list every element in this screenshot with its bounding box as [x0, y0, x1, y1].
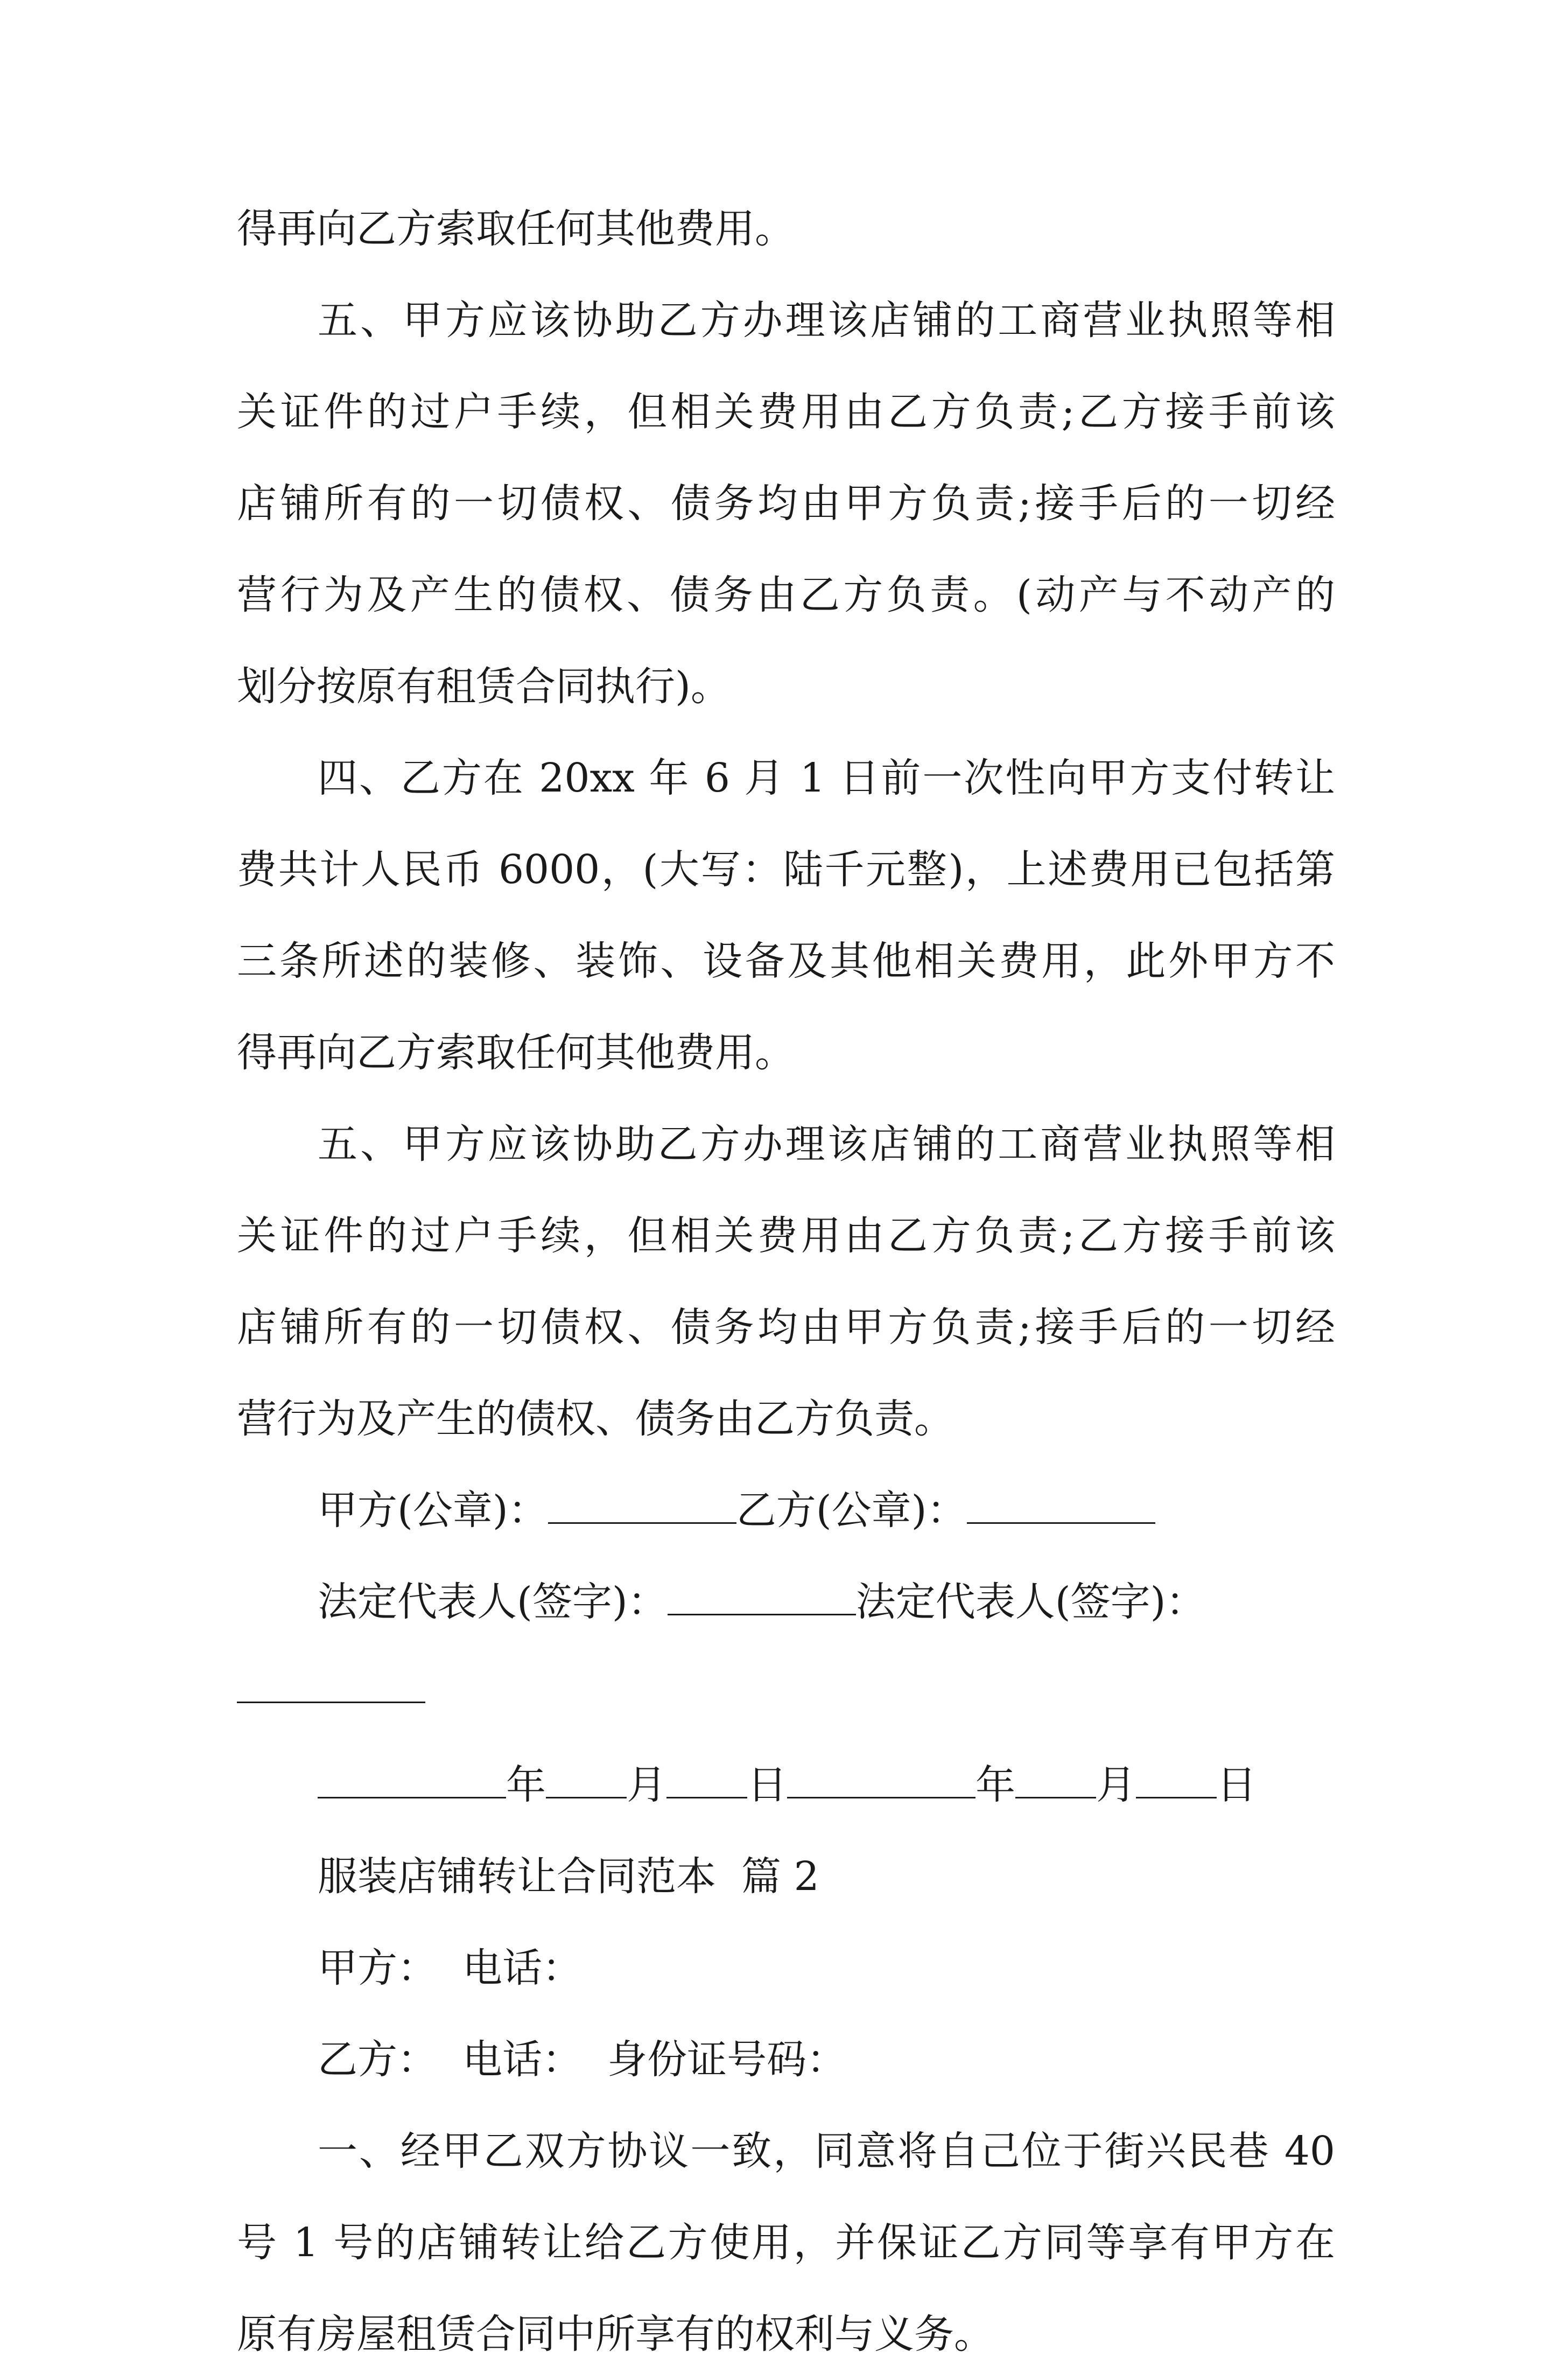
representative-line: [237, 1556, 1335, 1648]
rep-b-label: 法定代表人(签字)：: [855, 1579, 1206, 1625]
paragraph-line: 划分按原有租赁合同执行)。: [237, 663, 731, 710]
paragraph-line: 营行为及产生的债权、债务由乙方负责。: [237, 1396, 954, 1442]
year-a-blank: [318, 1763, 506, 1798]
month-b-label: 月: [1096, 1762, 1136, 1808]
paragraph-line: 号 1 号的店铺转让给乙方使用，并保证乙方同等享有甲方在: [237, 2220, 1335, 2266]
party-a-seal-label: 甲方(公章)：: [318, 1487, 548, 1534]
day-b-label: 日: [1217, 1762, 1257, 1808]
rep-b-blank-line: [237, 1648, 1335, 1739]
party-a-line: 甲方： 电话：: [318, 1945, 583, 1991]
day-a-blank: [666, 1763, 747, 1798]
paragraph-line: 原有房屋租赁合同中所享有的权利与义务。: [237, 2311, 994, 2357]
date-line: [237, 1739, 1335, 1831]
party-b-line: 乙方： 电话： 身份证号码：: [318, 2036, 847, 2083]
party-b-seal-blank: [967, 1489, 1155, 1524]
paragraph-line: 店铺所有的一切债权、债务均由甲方负责;接手后的一切经: [237, 480, 1335, 527]
month-b-blank: [1015, 1763, 1096, 1798]
rep-b-blank: [237, 1702, 425, 1703]
paragraph-line: 三条所述的装修、装饰、设备及其他相关费用，此外甲方不: [237, 938, 1335, 984]
paragraph-line: 关证件的过户手续，但相关费用由乙方负责;乙方接手前该: [237, 1213, 1335, 1259]
day-a-label: 日: [747, 1762, 787, 1808]
paragraph-line: 店铺所有的一切债权、债务均由甲方负责;接手后的一切经: [237, 1304, 1335, 1350]
day-b-blank: [1136, 1763, 1217, 1798]
paragraph-line: 得再向乙方索取任何其他费用。: [237, 1030, 795, 1076]
month-a-blank: [546, 1763, 627, 1798]
contract-text: [237, 183, 1335, 2380]
section-title: 服装店铺转让合同范本 篇 2: [318, 1853, 819, 1900]
paragraph-line: 五、甲方应该协助乙方办理该店铺的工商营业执照等相: [318, 1121, 1335, 1167]
paragraph-line: 一、经甲乙双方协议一致，同意将自己位于街兴民巷 40: [318, 2128, 1335, 2174]
paragraph-line: 五、甲方应该协助乙方办理该店铺的工商营业执照等相: [318, 297, 1335, 344]
paragraph-line: 四、乙方在 20xx 年 6 月 1 日前一次性向甲方支付转让: [318, 755, 1335, 801]
rep-a-label: 法定代表人(签字)：: [318, 1579, 668, 1625]
year-b-label: 年: [975, 1762, 1015, 1808]
paragraph-line: 费共计人民币 6000，(大写：陆千元整)，上述费用已包括第: [237, 846, 1335, 893]
paragraph-line: 关证件的过户手续，但相关费用由乙方负责;乙方接手前该: [237, 389, 1335, 435]
year-b-blank: [787, 1763, 975, 1798]
party-b-seal-label: 乙方(公章)：: [736, 1487, 967, 1534]
year-a-label: 年: [506, 1762, 546, 1808]
paragraph-line: 营行为及产生的债权、债务由乙方负责。(动产与不动产的: [237, 572, 1335, 618]
paragraph-line: 得再向乙方索取任何其他费用。: [237, 206, 795, 252]
rep-a-blank: [668, 1580, 856, 1615]
seal-line: [237, 1465, 1335, 1556]
party-a-seal-blank: [548, 1489, 736, 1524]
month-a-label: 月: [627, 1762, 666, 1808]
